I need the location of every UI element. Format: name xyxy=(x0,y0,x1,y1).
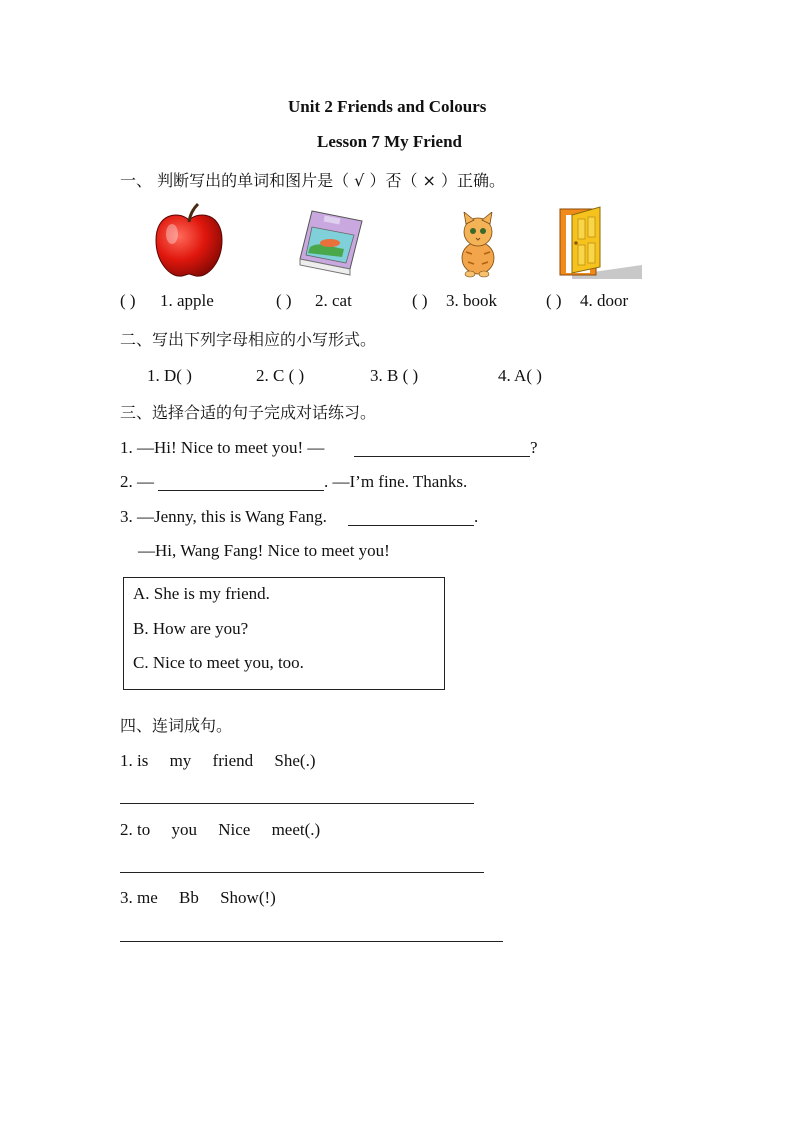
option-c: C. Nice to meet you, too. xyxy=(133,653,304,672)
unit-title: Unit 2 Friends and Colours xyxy=(288,97,487,116)
word-order-2: 2. to you Nice meet(.) xyxy=(120,820,321,839)
item-2-blank: ( ) xyxy=(276,291,292,310)
option-b: B. How are you? xyxy=(133,619,249,638)
option-a: A. She is my friend. xyxy=(133,584,270,603)
answer-line xyxy=(354,456,530,457)
book-picture xyxy=(298,207,364,277)
item-3-text: 3. book xyxy=(446,291,497,310)
answer-line xyxy=(158,490,324,491)
answer-line xyxy=(120,941,503,942)
word-order-1: 1. is my friend She(.) xyxy=(120,751,316,770)
item-4-text: 4. door xyxy=(580,291,629,310)
answer-line xyxy=(348,525,474,526)
item-1-blank: ( ) xyxy=(120,291,136,310)
word-order-3: 3. me Bb Show(!) xyxy=(120,888,276,907)
section3-instruction: 三、选择合适的句子完成对话练习。 xyxy=(120,403,377,422)
letter-item-3: 3. B ( ) xyxy=(370,366,419,385)
answer-line xyxy=(120,803,474,804)
item-2-text: 2. cat xyxy=(315,291,352,310)
dialogue-3: 3. —Jenny, this is Wang Fang. xyxy=(120,507,327,526)
item-1-text: 1. apple xyxy=(160,291,214,310)
item-4-blank: ( ) xyxy=(546,291,562,310)
dialogue-2-start: 2. — xyxy=(120,472,154,491)
apple-picture xyxy=(150,200,228,280)
letter-item-2: 2. C ( ) xyxy=(256,366,305,385)
section4-instruction: 四、连词成句。 xyxy=(120,716,233,735)
door-picture xyxy=(558,205,642,279)
dialogue-1: 1. —Hi! Nice to meet you! — xyxy=(120,438,325,457)
dialogue-1-end: ? xyxy=(530,438,538,457)
cat-picture xyxy=(452,212,502,278)
dialogue-2: . —I’m fine. Thanks. xyxy=(324,472,468,491)
item-3-blank: ( ) xyxy=(412,291,428,310)
dialogue-3-reply: —Hi, Wang Fang! Nice to meet you! xyxy=(138,541,390,560)
letter-item-4: 4. A( ) xyxy=(498,366,542,385)
dialogue-3-end: . xyxy=(474,507,479,526)
section2-instruction: 二、写出下列字母相应的小写形式。 xyxy=(120,330,377,349)
answer-line xyxy=(120,872,484,873)
letter-item-1: 1. D( ) xyxy=(147,366,192,385)
section1-instruction: 一、 判断写出的单词和图片是（ √ ）否（ × ）正确。 xyxy=(120,171,506,190)
lesson-title: Lesson 7 My Friend xyxy=(317,132,462,151)
